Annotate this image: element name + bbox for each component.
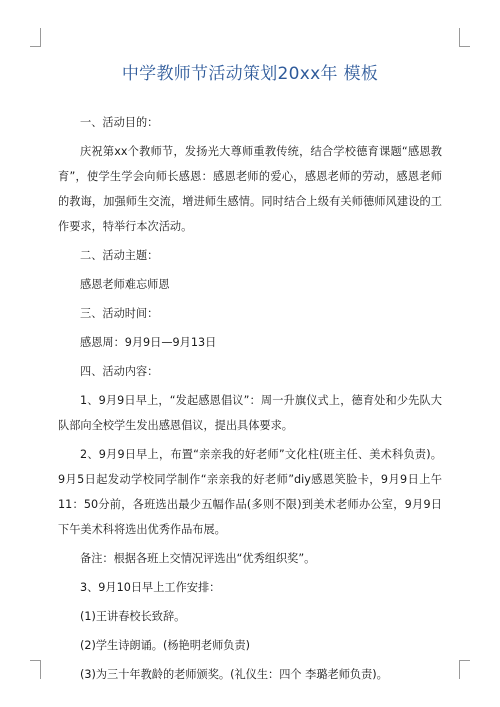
heading-time: 三、活动时间： xyxy=(80,307,159,320)
heading-theme: 二、活动主题： xyxy=(80,249,159,262)
document-body xyxy=(58,110,442,687)
crop-mark-bottom-right xyxy=(459,660,470,679)
paragraph-sub-3: (3)为三十年教龄的老师颁奖。(礼仪生：四个 李璐老师负责)。 xyxy=(80,668,388,681)
paragraph-sub-2: (2)学生诗朗诵。(杨艳明老师负责) xyxy=(80,639,251,652)
paragraph-note: 备注：根据各班上交情况评选出“优秀组织奖”。 xyxy=(80,552,316,565)
crop-mark-top-left xyxy=(30,28,41,47)
heading-content: 四、活动内容： xyxy=(80,365,159,378)
document-title: 中学教师节活动策划20xx年 模板 xyxy=(121,64,379,84)
crop-mark-bottom-left xyxy=(30,660,41,679)
paragraph-time: 感恩周：9月9日—9月13日 xyxy=(80,336,217,349)
paragraph-item-2: 2、9月9日早上，布置“亲亲我的好老师”文化柱(班主任、美术科负责)。9月5日起发动学校同学制作“亲亲我的好老师”diy感恩笑脸卡，9月9日上午11：50分前，各班选出最少五幅作品(多则不限)到美术老师办公室，9月9日下午美术科将选出优秀作品布展。 xyxy=(58,448,442,536)
document-page xyxy=(58,60,442,687)
paragraph-item-1: 1、9月9日早上，“发起感恩倡议”：周一升旗仪式上，德育处和少先队大队部向全校学生发出感恩倡议，提出具体要求。 xyxy=(58,394,442,432)
paragraph-sub-1: (1)王讲春校长致辞。 xyxy=(80,610,186,623)
paragraph-theme: 感恩老师难忘师恩 xyxy=(80,278,170,291)
paragraph-purpose: 庆祝第xx个教师节，发扬光大尊师重教传统，结合学校德育课题“感恩教育”，使学生学会向师长感恩：感恩老师的爱心，感恩老师的劳动，感恩老师的教诲，加强师生交流，增进师生感情。同时结合上级有关师德师风建设的工作要求，特举行本次活动。 xyxy=(58,145,442,233)
crop-mark-top-right xyxy=(459,28,470,47)
heading-purpose: 一、活动目的： xyxy=(80,116,159,129)
paragraph-item-3: 3、9月10日早上工作安排： xyxy=(80,581,221,594)
